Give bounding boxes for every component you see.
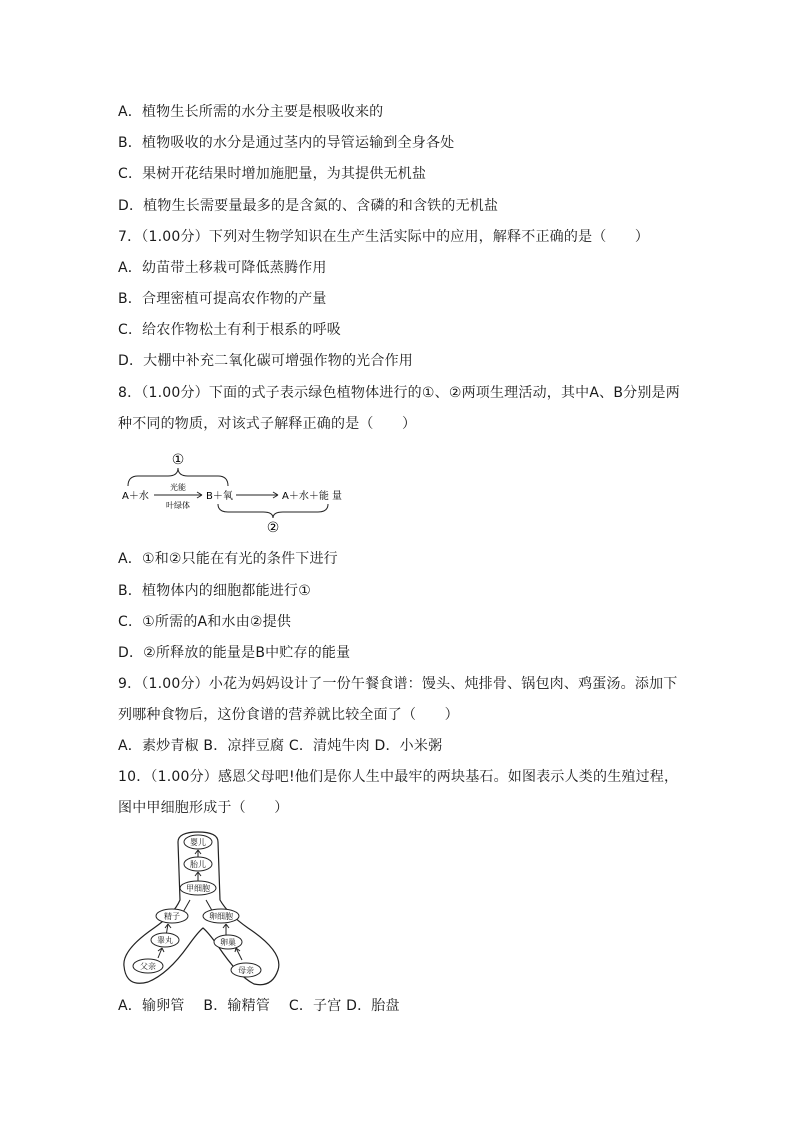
q8-equation-figure bbox=[118, 448, 358, 536]
q8-option-d: D．②所释放的能量是B中贮存的能量 bbox=[118, 645, 351, 661]
q6-option-d: D．植物生长需要量最多的是含氮的、含磷的和含铁的无机盐 bbox=[118, 198, 499, 214]
q9-stem-line1: 9．（1.00分）小花为妈妈设计了一份午餐食谱：馒头、炖排骨、锅包肉、鸡蛋汤。添加下 bbox=[118, 676, 678, 692]
testis-node: 睾丸 bbox=[157, 936, 173, 945]
label-2: ② bbox=[266, 520, 280, 536]
label-1: ① bbox=[171, 452, 185, 468]
q8-option-b: B．植物体内的细胞都能进行① bbox=[118, 583, 311, 599]
q7-stem: 7．（1.00分）下列对生物学知识在生产生活实际中的应用，解释不正确的是（ ） bbox=[118, 229, 650, 245]
q6-option-b: B．植物吸收的水分是通过茎内的导管运输到全身各处 bbox=[118, 135, 455, 151]
middle-product-text: B＋氧 bbox=[206, 491, 233, 502]
q6-option-a: A．植物生长所需的水分主要是根吸收来的 bbox=[118, 104, 384, 120]
father-node: 父亲 bbox=[140, 962, 156, 971]
q10-stem-line1: 10．（1.00分）感恩父母吧!他们是你人生中最牢的两块基石。如图表示人类的生殖过程， bbox=[118, 769, 679, 785]
q8-stem-line1: 8．（1.00分）下面的式子表示绿色植物体进行的①、②两项生理活动，其中A、B分别是两 bbox=[118, 385, 680, 401]
baby-node: 婴儿 bbox=[190, 838, 206, 847]
reproduction-diagram bbox=[118, 828, 288, 990]
light-energy-label: 光能 bbox=[170, 483, 186, 492]
reactant-text: A＋水 bbox=[122, 491, 149, 502]
q10-options: A．输卵管 B．输精管 C．子宫 D．胎盘 bbox=[118, 998, 400, 1014]
sperm-node: 精子 bbox=[164, 912, 180, 921]
q7-option-d: D．大棚中补充二氧化碳可增强作物的光合作用 bbox=[118, 353, 413, 369]
q7-option-c: C．给农作物松土有利于根系的呼吸 bbox=[118, 322, 341, 338]
mother-node: 母亲 bbox=[238, 966, 254, 975]
fetus-node: 胎儿 bbox=[190, 860, 206, 869]
q9-stem-line2: 列哪种食物后，这份食谱的营养就比较全面了（ ） bbox=[118, 707, 459, 723]
q10-stem-line2: 图中甲细胞形成于（ ） bbox=[118, 800, 289, 816]
q8-stem-line2: 种不同的物质，对该式子解释正确的是（ ） bbox=[118, 416, 417, 432]
q8-option-a: A．①和②只能在有光的条件下进行 bbox=[118, 551, 338, 567]
ovary-node: 卵巢 bbox=[220, 938, 236, 947]
q9-options: A．素炒青椒 B．凉拌豆腐 C．清炖牛肉 D．小米粥 bbox=[118, 738, 443, 754]
q7-option-a: A．幼苗带土移栽可降低蒸腾作用 bbox=[118, 260, 327, 276]
cell-jia-node: 甲细胞 bbox=[186, 884, 210, 893]
q7-option-b: B．合理密植可提高农作物的产量 bbox=[118, 291, 327, 307]
chloroplast-label: 叶绿体 bbox=[166, 501, 190, 510]
q8-option-c: C．①所需的A和水由②提供 bbox=[118, 614, 292, 630]
q6-option-c: C．果树开花结果时增加施肥量，为其提供无机盐 bbox=[118, 166, 427, 182]
egg-node: 卵细胞 bbox=[209, 912, 233, 921]
final-product-text: A＋水＋能 量 bbox=[282, 491, 343, 502]
